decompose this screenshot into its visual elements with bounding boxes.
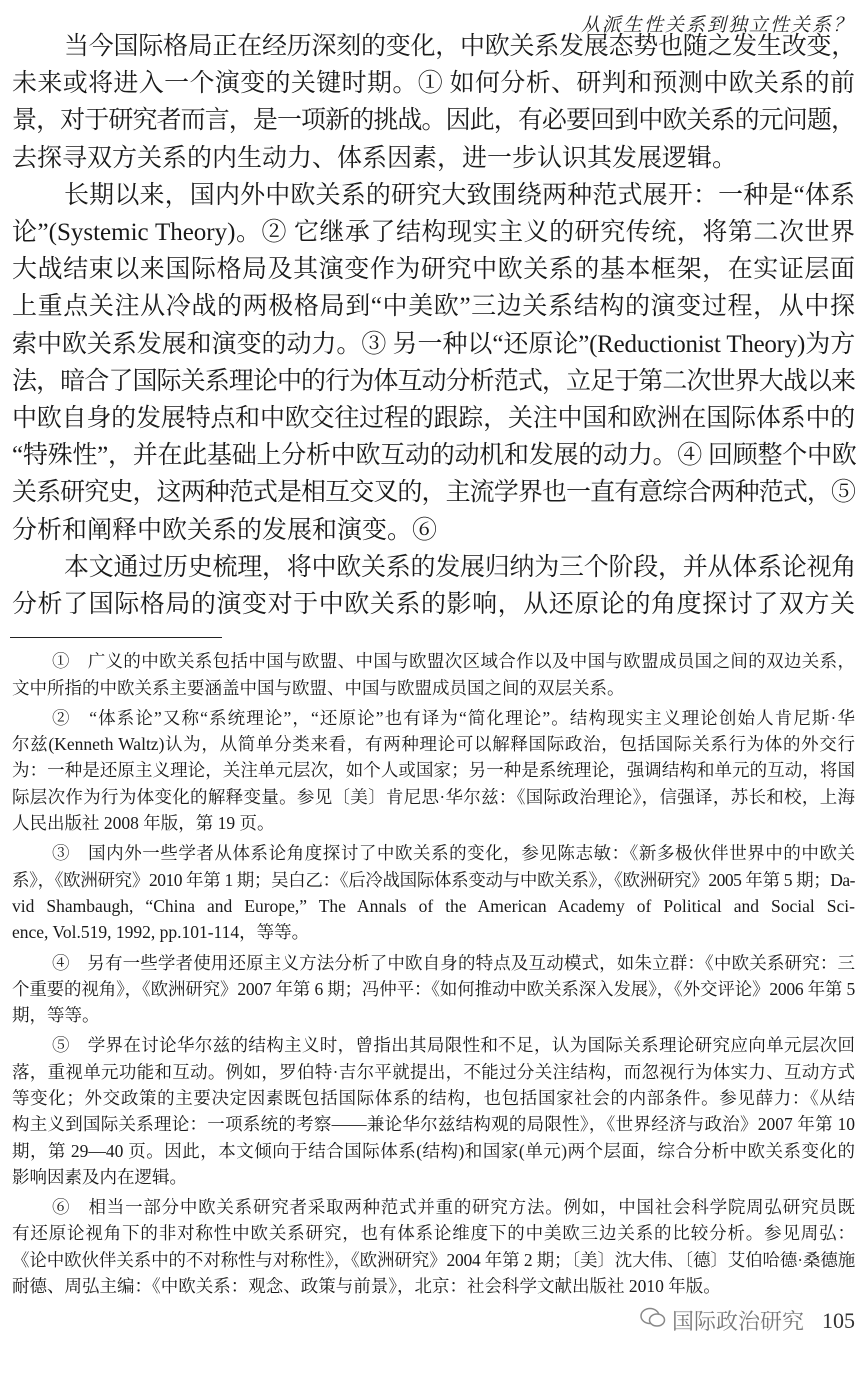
paragraph-line: 分析和阐释中欧关系的发展和演变。⑥ — [12, 516, 438, 544]
body-text — [12, 28, 855, 623]
footnote-line: 期，第 29—40 页。因此，本文倾向于结合国际体系(结构)和国家(单元)两个层面，综合分析中欧关系变化的 — [12, 1140, 855, 1161]
paragraph-line: 未来或将进入一个演变的关键时期。① 如何分析、研判和预测中欧关系的前 — [12, 70, 855, 98]
footnote-line: 《论中欧伙伴关系中的不对称性与对称性》，《欧洲研究》2004 年第 2 期；〔美〕沈大伟、〔德〕艾伯哈德·桑德施 — [12, 1249, 855, 1270]
paragraph-line: 去探寻双方关系的内生动力、体系因素，进一步认识其发展逻辑。 — [12, 144, 738, 172]
footnote-line: ④ 另有一些学者使用还原主义方法分析了中欧自身的特点及互动模式，如朱立群：《中欧关系研究：三 — [52, 952, 855, 973]
footnote-line: ② “体系论”又称“系统理论”，“还原论”也有译为“简化理论”。结构现实主义理论创始人肯尼斯·华 — [52, 707, 855, 728]
wechat-icon — [640, 1307, 666, 1335]
footnote-line: ⑤ 学界在讨论华尔兹的结构主义时，曾指出其局限性和不足，认为国际关系理论研究应向单元层次回 — [52, 1035, 855, 1056]
footnote-line: 耐德、周弘主编：《中欧关系：观念、政策与前景》，北京：社会科学文献出版社 2010 年版。 — [12, 1276, 721, 1297]
paragraph-line: 当今国际格局正在经历深刻的变化，中欧关系发展态势也随之发生改变， — [64, 33, 857, 60]
paragraph-line: 本文通过历史梳理，将中欧关系的发展归纳为三个阶段，并从体系论视角 — [64, 553, 857, 581]
page-content — [12, 0, 855, 1336]
footnote-line: 尔兹(Kenneth Waltz)认为，从简单分类来看，有两种理论可以解释国际政治，包括国际关系行为体的外交行 — [12, 734, 855, 755]
paragraph-line: 上重点关注从冷战的两极格局到“中美欧”三边关系结构的演变过程，从中探 — [12, 293, 855, 321]
paragraph-line: 长期以来，国内外中欧关系的研究大致围绕两种范式展开：一种是“体系 — [64, 181, 855, 209]
paragraph-line: 关系研究史，这两种范式是相互交叉的，主流学界也一直有意综合两种范式，⑤ — [12, 479, 855, 507]
footnote-line: 系》，《欧洲研究》2010 年第 1 期；吴白乙：《后冷战国际体系变动与中欧关系》，《欧洲研究》2005 年第 5 期；Da- — [12, 869, 855, 890]
paragraph-line: 索中欧关系发展和演变的动力。③ 另一种以“还原论”(Reductionist Theory)为方 — [12, 330, 855, 358]
footnote — [12, 840, 855, 945]
paragraph-line: 中欧自身的发展特点和中欧交往过程的跟踪，关注中国和欧洲在国际体系中的 — [12, 405, 855, 433]
footnote-line: 际层次作为行为体变化的解释变量。参见〔美〕肯尼思·华尔兹：《国际政治理论》，信强译，苏长和校，上海 — [12, 786, 855, 807]
footnote-line: ③ 国内外一些学者从体系论角度探讨了中欧关系的变化，参见陈志敏：《新多极伙伴世界中的中欧关 — [52, 843, 855, 864]
footnote-line: ⑥ 相当一部分中欧关系研究者采取两种范式并重的研究方法。例如，中国社会科学院周弘研究员既 — [52, 1197, 855, 1218]
watermark-label: 国际政治研究 — [671, 1310, 804, 1336]
footnote-line: 构主义到国际关系理论：一项系统的考察——兼论华尔兹结构观的局限性》，《世界经济与政治》2007 年第 10 — [12, 1114, 855, 1135]
footnote-line: 人民出版社 2008 年版，第 19 页。 — [12, 813, 275, 834]
paragraph-line: 景，对于研究者而言，是一项新的挑战。因此，有必要回到中欧关系的元问题， — [12, 107, 855, 135]
footnote-line: 个重要的视角》，《欧洲研究》2007 年第 6 期；冯仲平：《如何推动中欧关系深入发展》，《外交评论》2006 年第 5 — [12, 978, 855, 999]
footnote-line: 影响因素及内在逻辑。 — [12, 1166, 187, 1187]
paragraph-line: 分析了国际格局的演变对于中欧关系的影响，从还原论的角度探讨了双方关 — [12, 591, 855, 619]
footnote — [12, 1194, 855, 1299]
page-footer — [12, 1305, 855, 1336]
footnote-divider — [10, 637, 222, 638]
running-header: 从派生性关系到独立性关系？ — [580, 15, 854, 36]
footnote-line: ① 广义的中欧关系包括中国与欧盟、中国与欧盟次区域合作以及中国与欧盟成员国之间的双边关系， — [52, 651, 855, 672]
footnote-line: 期，等等。 — [12, 1005, 100, 1026]
paragraph-line: 论”(Systemic Theory)。② 它继承了结构现实主义的研究传统，将第二次世界 — [12, 219, 855, 247]
paragraph-line: 大战结束以来国际格局及其演变作为研究中欧关系的基本框架，在实证层面 — [12, 256, 855, 284]
footnote — [12, 1032, 855, 1190]
page-number: 105 — [822, 1307, 855, 1333]
footnote — [12, 705, 855, 836]
footnote-line: 文中所指的中欧关系主要涵盖中国与欧盟、中国与欧盟成员国之间的双层关系。 — [12, 677, 625, 698]
footnote-line: 有还原论视角下的非对称性中欧关系研究，也有体系论维度下的中美欧三边关系的比较分析。参见周弘： — [12, 1223, 855, 1244]
footnotes — [12, 648, 855, 1299]
footnote-line: 落，重视单元功能和互动。例如，罗伯特·吉尔平就提出，不能过分关注结构，而忽视行为体实力、互动方式 — [12, 1061, 855, 1082]
footnote-line: ence, Vol.519, 1992, pp.101-114，等等。 — [12, 922, 310, 943]
footnote — [12, 950, 855, 1029]
paragraph-line: 法，暗合了国际关系理论中的行为体互动分析范式，立足于第二次世界大战以来 — [12, 367, 855, 395]
footnote-line: 等变化；外交政策的主要决定因素既包括国际体系的结构，也包括国家社会的内部条件。参见薛力：《从结 — [12, 1088, 855, 1108]
paragraph-line: “特殊性”，并在此基础上分析中欧互动的动机和发展的动力。④ 回顾整个中欧 — [12, 442, 857, 470]
footnote-line: vid Shambaugh, “China and Europe,” The Annals of the American Academy of Political and Social Sci- — [12, 895, 855, 916]
footnote-line: 为：一种是还原主义理论，关注单元层次，如个人或国家；另一种是系统理论，强调结构和单元的互动，将国 — [12, 760, 855, 781]
watermark — [640, 1305, 804, 1336]
footnote — [12, 648, 855, 701]
